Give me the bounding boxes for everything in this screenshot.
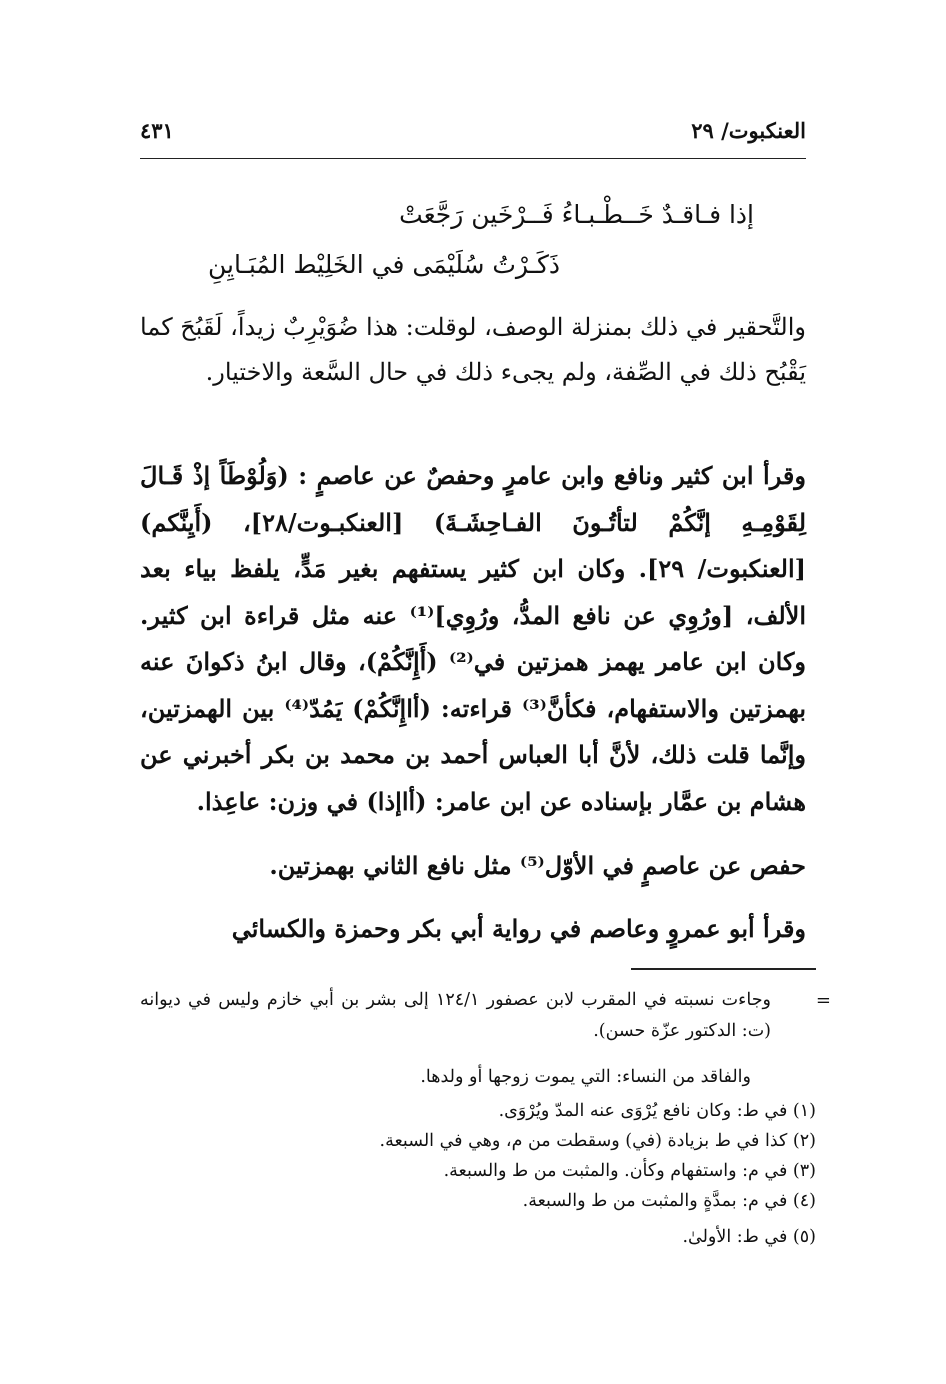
- footnote-divider: [631, 968, 816, 970]
- header-divider: [140, 158, 806, 159]
- poetry-verse-line-2: ذَكَـرْتُ سُلَيْمَى في الخَلِيْط المُبَـايِنِ: [208, 250, 561, 279]
- page-header: [140, 118, 806, 143]
- page-number: ٤٣١: [140, 118, 174, 143]
- body-paragraph-2: وقرأ ابن كثير ونافع وابن عامرٍ وحفصٌ عن عاصمٍ : (وَلُوْطَاً إذْ قَـالَ لِقَوْمِـهِ إنَّكُمْ لتأتُـونَ الفـاحِشَـةَ) [العنكبـوت/٢٨]، (أَيِنَّكم) [العنكبوت/ ٢٩]. وكان ابن كثير يستفهم بغير مَدٍّ، يلفظ بياء بعد الألف، [ورُوِي عن نافع المدُّ، ورُوِي]⁽¹⁾ عنه مثل قراءة ابن كثير. وكان ابن عامر يهمز همزتين في⁽²⁾ (أَإِنَّكُمْ)، وقال ابنُ ذكوانَ عنه بهمزتين والاستفهام، فكأنَّ⁽³⁾ قراءته: (أاإِنَّكُمْ) يَمُدّ⁽⁴⁾ بين الهمزتين، وإنَّما قلت ذلك، لأنَّ أبا العباس أحمد بن محمد بن بكر أخبرني عن هشام بن عمَّار بإسناده عن ابن عامر: (أاإذا) في وزن: عاعِذا.: [140, 461, 807, 816]
- footnote-extra: والفاقد من النساء: التي يموت زوجها أو ولدها.: [420, 1067, 751, 1087]
- footnote-item-1: (١) في ط: وكان نافع يُرْوَى عنه المدّ ويُرْوَى.: [498, 1101, 816, 1121]
- footnote-item-3: (٣) في م: واستفهام وكأن. والمثبت من ط والسبعة.: [443, 1161, 816, 1181]
- footnote-list: [140, 1096, 816, 1252]
- footnote-item-2: (٢) كذا في ط بزيادة (في) وسقطت من م، وهي في السبعة.: [379, 1131, 816, 1151]
- body-paragraph-3: حفص عن عاصمٍ في الأوّل⁽⁵⁾ مثل نافع الثاني بهمزتين.: [269, 851, 806, 880]
- footnote-continuation-mark: =: [815, 990, 831, 1011]
- footnote-continuation: وجاءت نسبته في المقرب لابن عصفور ١٢٤/١ إلى بشر بن أبي خازم وليس في ديوانه (ت: الدكتور عزّة حسن).: [140, 990, 771, 1041]
- footnote-item-4: (٤) في م: بمدَّةٍ والمثبت من ط والسبعة.: [522, 1191, 816, 1211]
- body-paragraph-1: والتَّحقير في ذلك بمنزلة الوصف، لوقلت: هذا ضُوَيْرِبٌ زيداً، لَقَبُحَ كما يَقْبُح ذلك في الصِّفة، ولم يجىء ذلك في حال السَّعة والاختيار.: [140, 313, 806, 386]
- surah-reference: العنكبوت/ ٢٩: [691, 118, 806, 143]
- poetry-verse-line-1: إذا فـاقـدٌ خَــطْـبـاءُ فَــرْخَين رَجَّعَتْ: [399, 200, 754, 229]
- footnote-item-5: (٥) في ط: الأولىٰ.: [682, 1227, 816, 1247]
- body-paragraph-4: وقرأ أبو عمروٍ وعاصم في رواية أبي بكر وحمزة والكسائي: [231, 914, 806, 943]
